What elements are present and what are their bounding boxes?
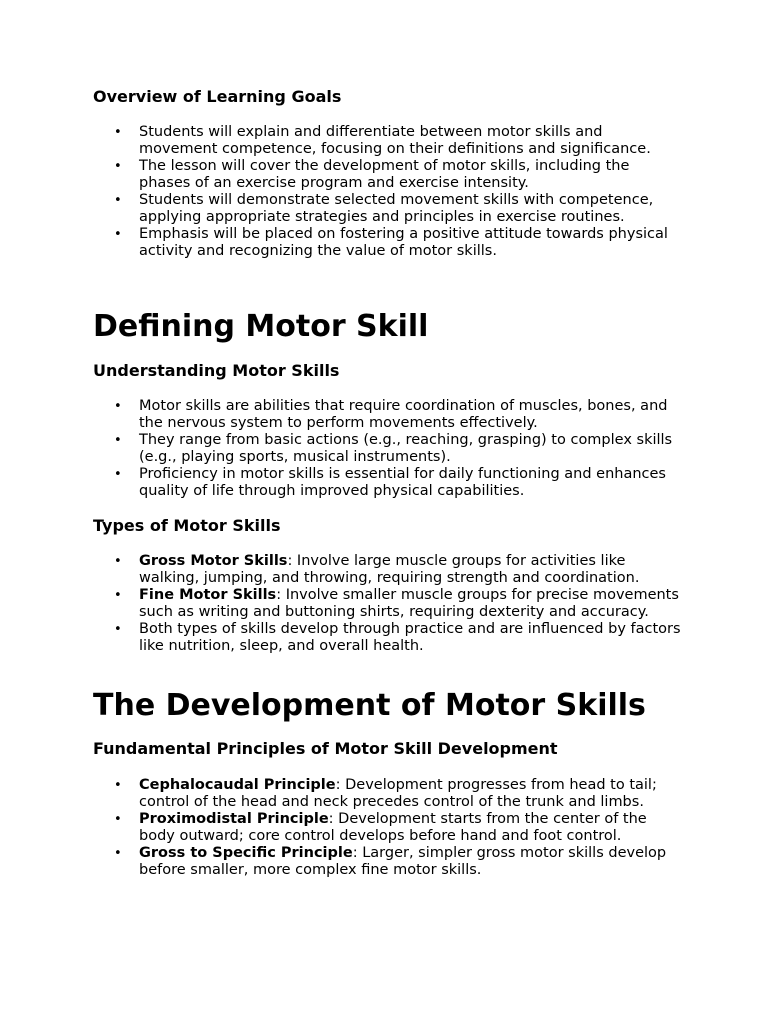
types-list bbox=[93, 553, 683, 655]
list-item-text: : Development progresses from head to tail; control of the head and neck precedes control of the trunk and limbs. bbox=[139, 777, 657, 810]
list-item: • Motor skills are abilities that require coordination of muscles, bones, and the nervous system to perform movements effectively. bbox=[93, 398, 683, 432]
list-item-text: : Involve large muscle groups for activities like walking, jumping, and throwing, requiring strength and coordination. bbox=[139, 553, 640, 586]
list-item-term: Gross Motor Skills bbox=[139, 553, 288, 569]
list-item-text: : Larger, simpler gross motor skills develop before smaller, more complex fine motor skills. bbox=[139, 845, 667, 878]
list-item-text: : Involve smaller muscle groups for precise movements such as writing and buttoning shirts, requiring dexterity and accuracy. bbox=[139, 587, 679, 620]
list-item-term: Proximodistal Principle bbox=[139, 811, 329, 827]
list-item bbox=[93, 777, 683, 811]
list-item bbox=[93, 587, 683, 621]
list-item bbox=[93, 845, 683, 879]
understanding-heading: Understanding Motor Skills bbox=[93, 361, 340, 380]
list-item-text: : Development starts from the center of the body outward; core control develops before hand and foot control. bbox=[139, 811, 647, 844]
principles-heading: Fundamental Principles of Motor Skill Development bbox=[93, 739, 558, 758]
list-item bbox=[93, 553, 683, 587]
list-item: • Students will demonstrate selected movement skills with competence, applying appropriate strategies and principles in exercise routines. bbox=[93, 192, 683, 226]
list-item-text: Both types of skills develop through practice and are influenced by factors like nutrition, sleep, and overall health. bbox=[139, 621, 681, 654]
list-item: • Emphasis will be placed on fostering a positive attitude towards physical activity and recognizing the value of motor skills. bbox=[93, 226, 683, 260]
overview-heading: Overview of Learning Goals bbox=[93, 87, 342, 106]
development-title: The Development of Motor Skills bbox=[93, 688, 646, 723]
list-item-term: Fine Motor Skills bbox=[139, 587, 277, 603]
list-item: • Proficiency in motor skills is essential for daily functioning and enhances quality of life through improved physical capabilities. bbox=[93, 466, 683, 500]
principles-list bbox=[93, 777, 683, 879]
list-item bbox=[93, 621, 683, 655]
list-item: • Students will explain and differentiate between motor skills and movement competence, focusing on their definitions and significance. bbox=[93, 124, 683, 158]
types-heading: Types of Motor Skills bbox=[93, 516, 281, 535]
understanding-list bbox=[93, 398, 683, 500]
list-item bbox=[93, 811, 683, 845]
list-item: • The lesson will cover the development of motor skills, including the phases of an exercise program and exercise intensity. bbox=[93, 158, 683, 192]
list-item-term: Cephalocaudal Principle bbox=[139, 777, 336, 793]
overview-list bbox=[93, 124, 683, 260]
list-item-term: Gross to Specific Principle bbox=[139, 845, 353, 861]
defining-motor-skill-title: Defining Motor Skill bbox=[93, 309, 429, 344]
list-item: • They range from basic actions (e.g., reaching, grasping) to complex skills (e.g., playing sports, musical instruments). bbox=[93, 432, 683, 466]
